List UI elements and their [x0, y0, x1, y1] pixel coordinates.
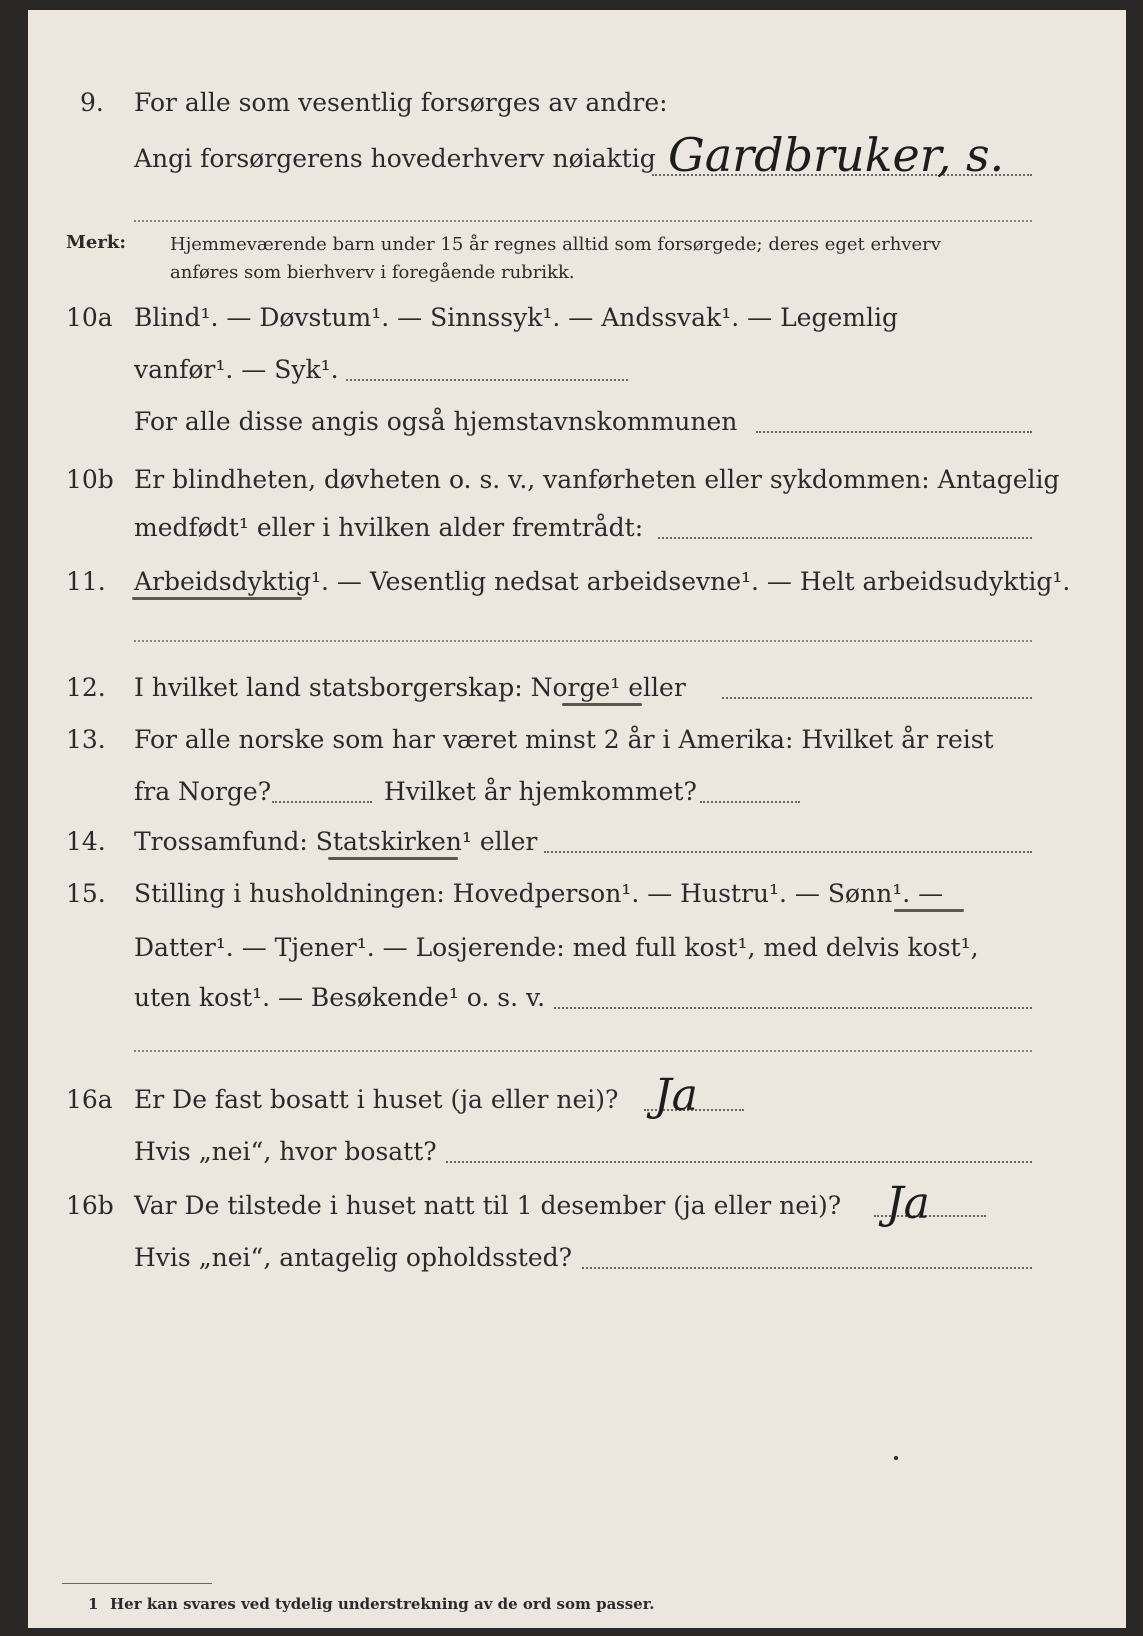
q14-answer-line	[544, 851, 1032, 853]
q9-number: 9.	[80, 88, 104, 117]
footnote-text: Her kan svares ved tydelig understrekning av de ord som passer.	[110, 1595, 655, 1613]
q12-underline-norge	[562, 703, 642, 706]
merk-label: Merk:	[66, 232, 126, 253]
q12-answer-line	[722, 697, 1032, 699]
q13-line2a: fra Norge?	[134, 777, 272, 806]
q16a-line1: Er De fast bosatt i huset (ja eller nei)?	[134, 1085, 619, 1114]
q16a-line2: Hvis „nei“, hvor bosatt?	[134, 1137, 437, 1166]
q12-number: 12.	[66, 673, 106, 702]
q11-underline-arbeidsdyktig	[132, 597, 302, 600]
q10b-line1: Er blindheten, døvheten o. s. v., vanførheten eller sykdommen: Antagelig	[134, 465, 1060, 494]
q10a-kommune-line	[756, 431, 1032, 433]
q15-answer-line	[554, 1007, 1032, 1009]
q13-number: 13.	[66, 725, 106, 754]
q9-handwritten-answer: Gardbruker, s.	[668, 128, 1005, 182]
q9-line1: For alle som vesentlig forsørges av andre:	[134, 88, 668, 117]
q15-line2: Datter¹. — Tjener¹. — Losjerende: med full kost¹, med delvis kost¹,	[134, 933, 979, 962]
q10b-number: 10b	[66, 465, 114, 494]
q13-line2b: Hvilket år hjemkommet?	[384, 777, 697, 806]
q15-line3: uten kost¹. — Besøkende¹ o. s. v.	[134, 983, 546, 1012]
q10a-line1: Blind¹. — Døvstum¹. — Sinnssyk¹. — Andssvak¹. — Legemlig	[134, 303, 898, 332]
merk-line2: anføres som bierhverv i foregående rubrikk.	[170, 262, 575, 283]
ink-dot	[894, 1456, 898, 1460]
q16a-number: 16a	[66, 1085, 113, 1114]
q12-line1: I hvilket land statsborgerskap: Norge¹ eller	[134, 673, 686, 702]
q16b-number: 16b	[66, 1191, 114, 1220]
divider	[134, 1050, 1032, 1052]
q9-line2: Angi forsørgerens hovederhverv nøiaktig	[134, 144, 656, 173]
q10b-answer-line	[658, 537, 1032, 539]
q16a-handwritten-answer: Ja	[654, 1070, 698, 1121]
q13-hjemkommet-line	[700, 801, 800, 803]
merk-line1: Hjemmeværende barn under 15 år regnes alltid som forsørgede; deres eget erhverv	[170, 234, 941, 255]
q14-line1: Trossamfund: Statskirken¹ eller	[134, 827, 538, 856]
q16b-line2: Hvis „nei“, antagelig opholdssted?	[134, 1243, 573, 1272]
q10a-number: 10a	[66, 303, 113, 332]
census-form-page	[28, 10, 1126, 1628]
q10b-line2: medfødt¹ eller i hvilken alder fremtrådt:	[134, 513, 644, 542]
q15-line1: Stilling i husholdningen: Hovedperson¹. — Hustru¹. — Sønn¹. —	[134, 879, 944, 908]
q16b-opholdssted-line	[582, 1267, 1032, 1269]
q15-underline-sonn	[894, 909, 964, 912]
divider	[134, 220, 1032, 222]
q16b-handwritten-answer: Ja	[886, 1178, 930, 1229]
q10a-line3: For alle disse angis også hjemstavnskommunen	[134, 407, 738, 436]
q10a-syk-line	[346, 379, 628, 381]
q16b-line1: Var De tilstede i huset natt til 1 desember (ja eller nei)?	[134, 1191, 842, 1220]
q11-number: 11.	[66, 567, 106, 596]
q10a-line2: vanfør¹. — Syk¹.	[134, 355, 339, 384]
q13-line1: For alle norske som har været minst 2 år i Amerika: Hvilket år reist	[134, 725, 994, 754]
q15-number: 15.	[66, 879, 106, 908]
divider	[134, 640, 1032, 642]
q16a-bosatt-line	[446, 1161, 1032, 1163]
q13-reist-line	[272, 801, 372, 803]
footnote-mark: 1	[88, 1595, 99, 1613]
footnote-rule	[62, 1583, 212, 1584]
q14-underline-statskirken	[328, 857, 458, 860]
q14-number: 14.	[66, 827, 106, 856]
q11-line1: Arbeidsdyktig¹. — Vesentlig nedsat arbeidsevne¹. — Helt arbeidsudyktig¹.	[134, 567, 1071, 596]
